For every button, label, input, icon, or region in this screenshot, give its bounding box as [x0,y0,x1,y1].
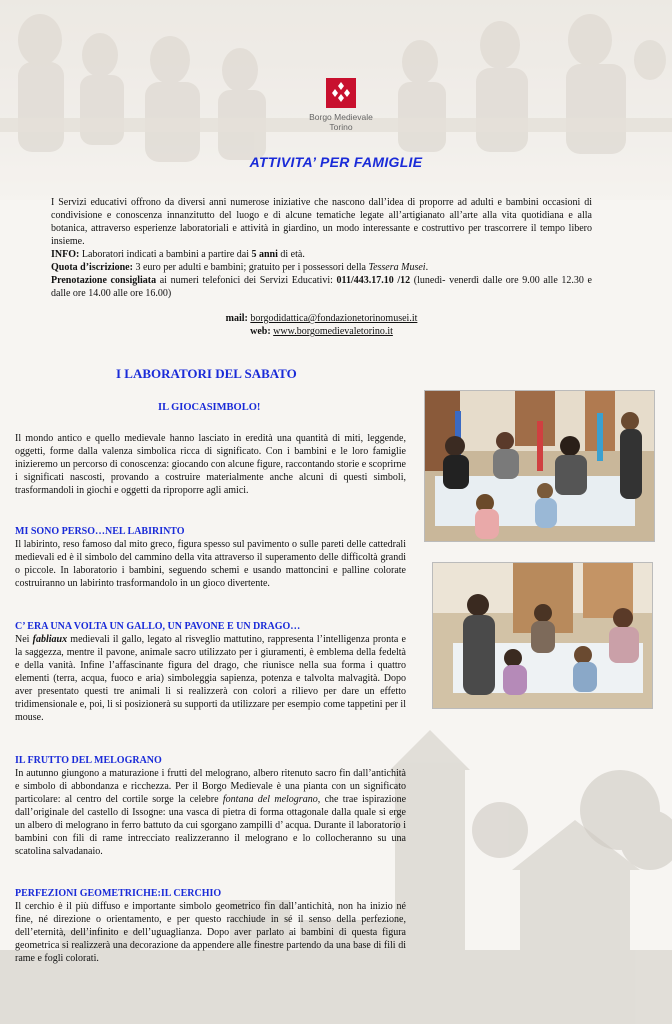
castle-background [0,700,672,1024]
lab-text [15,767,406,858]
section-intro: Il mondo antico e quello medievale hanno lasciato in eredità una quantità di miti, leggende, oggetti, forme dalla valenza simbolica ricca di significato. Con i bambini e le loro famiglie inizieremo un percorso di conoscenza: giocando con alcune figure, raccontando storie e scoprirne i significati nascosti, provando a costruire materialmente anche alcuni di questi simboli, trasformandoli in giochi e oggetti da riproporre agli amici. [15,433,406,496]
info-line [51,248,592,261]
lab-heading: C’ ERA UNA VOLTA UN GALLO, UN PAVONE E UN DRAGO… [15,621,301,632]
lab-text-b: , che trae ispirazione dall’originale del castello di Issogne: una vasca di pietra di forma ottagonale dalla quale si erge un albero di melograno in ferro battuto da cui sgorgano zampilli d’ acqua. Durante il laboratorio i bambini con fili di rame intrecciato realizzeranno il melograno e lo collocheranno su una scatolina salvadanaio. [15,794,407,857]
logo-emblem-icon [326,78,356,108]
web-label: web: [250,326,274,337]
borgo-medievale-logo [296,78,386,132]
logo-line-1: Borgo Medievale [309,112,373,122]
prenotazione-end: (lunedì- venerdì dalle ore 9.00 alle 12.30 e dalle ore 14.00 alle ore 16.00) [51,275,592,299]
mail-label: mail: [225,313,251,324]
lab-cerchio [15,887,406,965]
info-end: di età. [277,249,305,260]
lab-text-italic: fontana del melograno [222,794,318,805]
intro-paragraph: I Servizi educativi offrono da diversi anni numerose iniziative che nascono dall’idea di proporre ad adulti e bambini occasioni di condivisione e conoscenza innanzitutto del luogo e di alcune tematiche legate all’artigianato all’arte alla vita quotidiana e alla botanica, attraverso esperienze laboratoriali e attività in giardino, un modo interessante e costruttivo per trascorrere il tempo libero insieme. [51,197,592,247]
lab-text-a: Nei [15,634,33,645]
prenotazione-line [51,274,592,300]
quota-line [51,261,592,274]
lab-heading: IL FRUTTO DEL MELOGRANO [15,755,162,766]
prenotazione-text: ai numeri telefonici dei Servizi Educativi: [156,275,337,286]
intro-block [51,196,592,300]
quota-end: . [425,262,429,273]
lab-text: Il cerchio è il più diffuso e importante simbolo geometrico fin dall’antichità, non ha inizio né fine, né direzione o orientamento, e per questo racchiude in sé il senso della perfezione, dell’eternità, dell’infinito e dell’uguaglianza. Dopo aver parlato ai bambini di questa figura geometrica si realizzerà una decorazione da appendere alle finestre partendo da una base di fili di rame e fogli colorati. [15,901,406,964]
lab-text-italic: fabliaux [32,634,68,645]
quota-tessera: Tessera Musei [368,262,426,273]
quota-text: 3 euro per adulti e bambini; gratuito per i possessori della [132,262,369,273]
lab-melograno [15,754,406,858]
section-subtitle: IL GIOCASIMBOLO! [158,402,261,413]
workshop-photo-1 [424,390,655,542]
lab-labirinto [15,525,406,590]
lab-text-b: medievali il gallo, legato al risveglio mattutino, rappresenta l’intelligenza pronta e la saggezza, mentre il pavone, animale sacro utilizzato per i giuramenti, è emblema della fedeltà e della vanità. Infine l’affascinante figura del drago, che riunisce nella sua forma i quattro elementi (terra, acqua, fuoco e aria) simboleggia sapienza, potenza e talvolta malvagità. Dopo aver presentato questi tre animali li si realizzerà con colori a rilievo per dare un effetto tridimensionale e, poi, li si posizionerà su supporti da utilizzare per esempio come tappetini per il mouse. [15,634,406,723]
section-title: I LABORATORI DEL SABATO [116,366,297,381]
quota-label: Quota d’iscrizione: [51,262,133,273]
web-line [51,325,592,338]
prenotazione-label: Prenotazione consigliata [51,275,157,286]
web-link[interactable]: www.borgomedievaletorino.it [273,326,393,337]
prenotazione-phone: 011/443.17.10 /12 [336,275,411,286]
lab-text-a: In autunno giungono a maturazione i frutti del melograno, albero ritenuto sacro fin dall’antichità e simbolo di abbondanza e ricchezza. Per il Borgo Medievale è una pianta con un significato particolare: al centro del cortile sorge la celebre [15,768,406,805]
info-text: Laboratori indicati a bambini a partire dai [79,249,252,260]
mail-line [51,312,592,325]
mail-link[interactable]: borgodidattica@fondazionetorinomusei.it [250,313,418,324]
info-age: 5 anni [251,249,278,260]
lab-text [15,633,406,724]
workshop-photo-2 [432,562,653,709]
lab-gallo-pavone-drago [15,620,406,724]
info-label: INFO: [51,249,80,260]
contacts-block [51,312,592,338]
logo-line-2: Torino [329,122,353,132]
lab-heading: PERFEZIONI GEOMETRICHE:IL CERCHIO [15,888,222,899]
lab-text: Il labirinto, reso famoso dal mito greco, figura spesso sul pavimento o sulle pareti delle cattedrali medievali ed è il simbolo del cammino della vita attraverso il superamento delle difficoltà grandi o piccole. In laboratorio i bambini, seguendo schemi e usando mattoncini e palline colorate costruiranno un labirinto trasformandolo in un gioco divertente. [15,539,406,589]
page-title: ATTIVITA’ PER FAMIGLIE [249,154,423,170]
lab-heading: MI SONO PERSO…NEL LABIRINTO [15,526,185,537]
